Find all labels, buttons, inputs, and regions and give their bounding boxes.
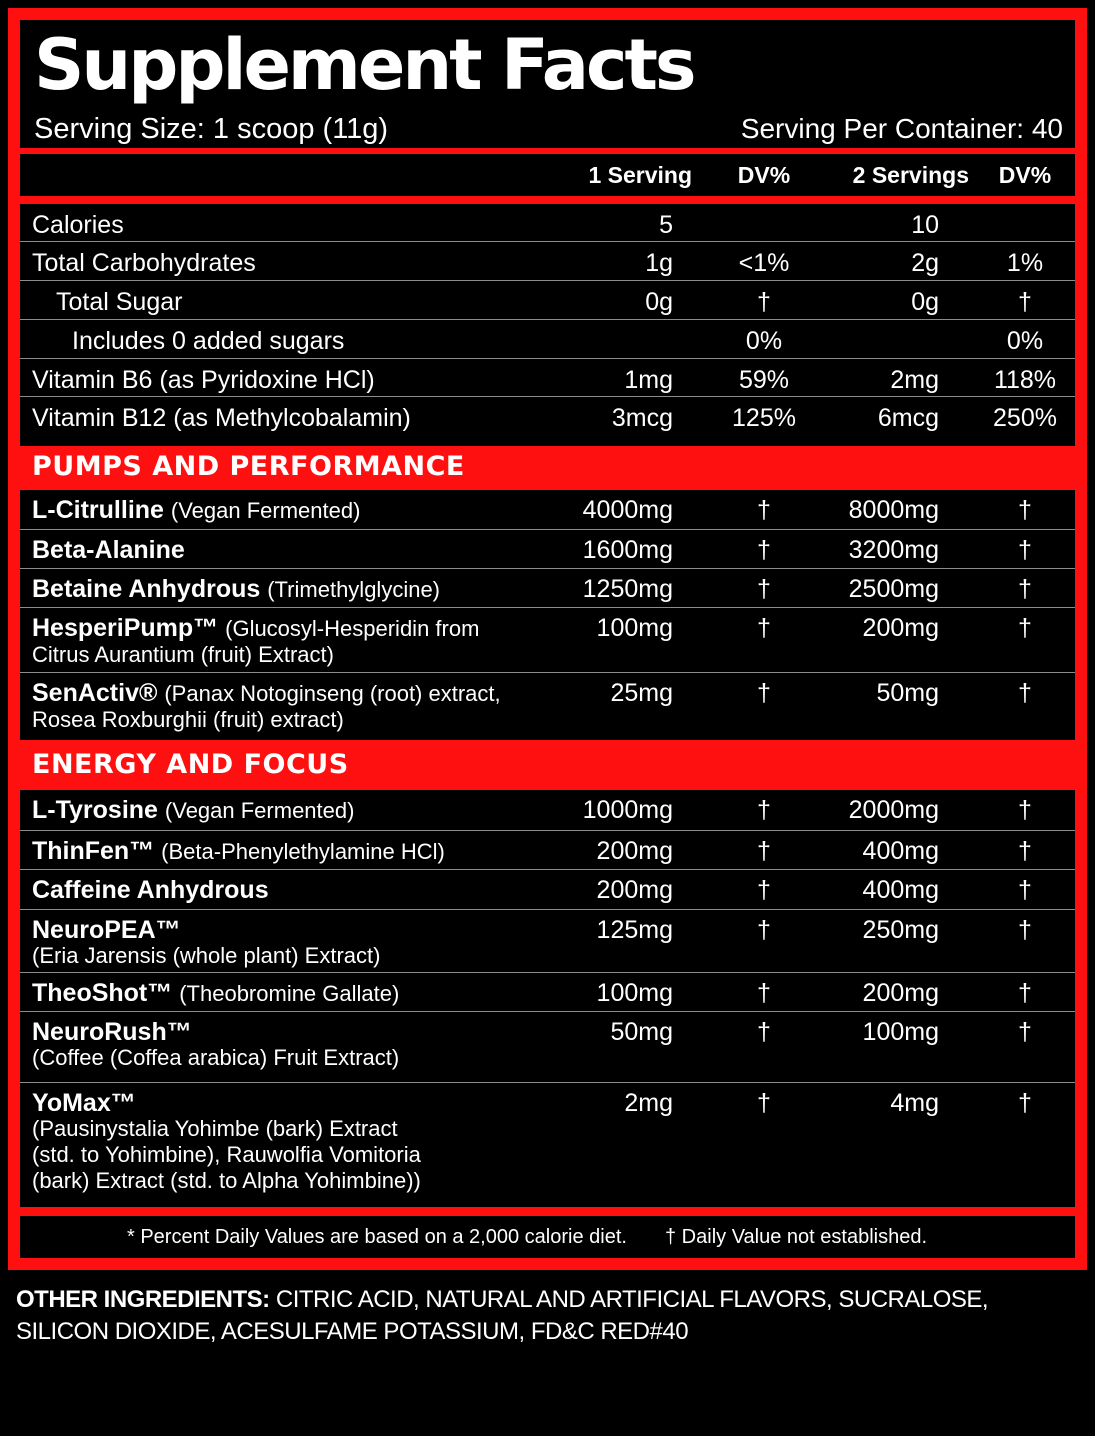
amount-2-servings: 6mcg [877,404,939,432]
dv-2-servings: 118% [993,366,1057,394]
ingredient-name-block [32,797,354,824]
dv-2-servings: † [1018,979,1032,1007]
amount-1-serving: 125mg [596,916,673,944]
ingredient-note: (Theobromine Gallate) [179,981,400,1006]
table-row [20,790,1075,831]
dv-2-servings: † [1018,614,1032,642]
footnote-daily-values: * Percent Daily Values are based on a 2,000 calorie diet. [127,1226,627,1248]
ingredient-note-line: (Pausinystalia Yohimbe (bark) Extract [32,1116,398,1141]
table-row [20,1012,1075,1083]
table-row [20,242,1075,281]
dv-2-servings: † [1018,536,1032,564]
amount-1-serving: 25mg [610,679,673,707]
dv-2-servings: † [1018,876,1032,904]
ingredient-name: ThinFen™ [32,837,155,865]
ingredient-name-block [32,537,185,563]
col-2-servings: 2 Servings [852,162,969,188]
dv-1-serving: 0% [745,327,783,355]
amount-2-servings: 0g [911,288,939,316]
dv-2-servings: † [1018,575,1032,603]
amount-1-serving: 0g [645,288,673,316]
table-row [20,320,1075,359]
title-block [20,20,1075,148]
table-row [20,530,1075,569]
dv-1-serving: † [757,575,771,603]
dv-2-servings: † [1018,796,1032,824]
dv-2-servings: † [1018,679,1032,707]
amount-2-servings: 200mg [862,614,939,642]
dv-2-servings: 250% [993,404,1057,432]
amount-1-serving: 4000mg [582,496,673,524]
ingredient-name: YoMax™ [32,1089,136,1117]
other-ingredients [16,1284,1086,1348]
amount-2-servings: 100mg [862,1018,939,1046]
dv-1-serving: † [757,837,771,865]
table-row [20,359,1075,397]
nutrient-name: Vitamin B12 (as Methylcobalamin) [32,404,411,432]
ingredient-note: (Trimethylglycine) [267,577,441,602]
dv-1-serving: † [757,1089,771,1117]
col-1-serving: 1 Serving [588,162,692,188]
ingredient-name-block [32,497,360,524]
ingredient-name-block [32,615,479,668]
supplement-facts-panel [8,8,1087,1270]
amount-1-serving: 1250mg [582,575,673,603]
table-row [20,490,1075,530]
amount-1-serving: 2mg [624,1089,673,1117]
nutrient-name: Calories [32,211,124,239]
ingredient-name-block [32,1090,421,1194]
table-row [20,608,1075,673]
nutrient-name: Total Carbohydrates [32,249,256,277]
table-row [20,910,1075,973]
ingredient-name-block [32,917,380,969]
section-title-energy: ENERGY AND FOCUS [32,749,349,780]
ingredient-name: L-Tyrosine [32,796,158,824]
amount-1-serving: 1000mg [582,796,673,824]
dv-1-serving: † [757,916,771,944]
other-ingredients-label: OTHER INGREDIENTS: [16,1286,270,1313]
other-ingredients-list: CITRIC ACID, NATURAL AND ARTIFICIAL FLAVORS, SUCRALOSE, SILICON DIOXIDE, ACESULFAME POTASSIUM, FD&C RED#40 [16,1286,989,1345]
ingredient-name: TheoShot™ [32,979,173,1007]
nutrient-name: Vitamin B6 (as Pyridoxine HCl) [32,366,375,394]
nutrient-name: Includes 0 added sugars [72,327,345,355]
ingredient-name-block [32,1019,399,1071]
amount-2-servings: 200mg [862,979,939,1007]
dv-2-servings: † [1018,837,1032,865]
footnote-dagger: † Daily Value not established. [665,1226,928,1248]
dv-2-servings: † [1018,1018,1032,1046]
footnote-row [20,1216,1075,1258]
ingredient-note-line: Citrus Aurantium (fruit) Extract) [32,642,334,667]
table-row [20,569,1075,608]
ingredient-note-line: (Eria Jarensis (whole plant) Extract) [32,943,381,968]
ingredient-name-block [32,838,445,865]
table-row [20,204,1075,242]
dv-1-serving: † [757,288,771,316]
ingredient-name: Betaine Anhydrous [32,575,261,603]
amount-1-serving: 100mg [596,979,673,1007]
dv-1-serving: 125% [732,404,796,432]
amount-2-servings: 2000mg [848,796,939,824]
dv-1-serving: † [757,679,771,707]
nutrient-name: Total Sugar [56,288,183,316]
amount-1-serving: 1g [645,249,673,277]
ingredient-name: NeuroRush™ [32,1018,192,1046]
amount-2-servings: 3200mg [848,536,939,564]
dv-2-servings: † [1018,288,1032,316]
servings-per-container: Serving Per Container: 40 [740,113,1063,144]
pumps-performance-table [20,490,1075,740]
dv-2-servings: † [1018,1089,1032,1117]
dv-2-servings: 1% [1006,249,1044,277]
dv-1-serving: <1% [738,249,790,277]
ingredient-note: (Beta-Phenylethylamine HCl) [161,839,445,864]
amount-2-servings: 250mg [862,916,939,944]
table-row [20,973,1075,1012]
amount-2-servings: 2500mg [848,575,939,603]
table-row [20,1083,1075,1207]
ingredient-note: (Vegan Fermented) [164,798,355,823]
ingredient-name-block [32,980,399,1007]
amount-2-servings: 50mg [876,679,939,707]
ingredient-note: (Panax Notoginseng (root) extract, [164,681,501,706]
ingredient-name: L-Citrulline [32,496,164,524]
basic-nutrients-table [20,204,1075,446]
amount-1-serving: 1600mg [582,536,673,564]
amount-2-servings: 2g [911,249,939,277]
table-row [20,673,1075,740]
dv-1-serving: † [757,876,771,904]
amount-2-servings: 10 [911,211,939,239]
amount-2-servings: 400mg [862,837,939,865]
section-title-pumps: PUMPS AND PERFORMANCE [32,451,465,482]
amount-1-serving: 1mg [624,366,673,394]
dv-2-servings: † [1018,496,1032,524]
energy-focus-table [20,790,1075,1207]
dv-1-serving: † [757,536,771,564]
ingredient-name-block [32,576,440,603]
ingredient-name: SenActiv® [32,679,158,707]
dv-2-servings: † [1018,916,1032,944]
ingredient-name-block [32,680,501,733]
serving-size: Serving Size: 1 scoop (11g) [34,113,389,145]
dv-2-servings: 0% [1006,327,1044,355]
dv-1-serving: † [757,496,771,524]
amount-2-servings: 400mg [862,876,939,904]
dv-1-serving: † [757,1018,771,1046]
ingredient-note-line: (bark) Extract (std. to Alpha Yohimbine)) [32,1168,421,1193]
ingredient-name: NeuroPEA™ [32,916,181,944]
ingredient-name: Caffeine Anhydrous [32,876,269,904]
dv-1-serving: † [757,614,771,642]
amount-2-servings: 8000mg [848,496,939,524]
ingredient-note-line: (std. to Yohimbine), Rauwolfia Vomitoria [32,1142,421,1167]
table-row [20,870,1075,910]
dv-1-serving: † [757,796,771,824]
dv-1-serving: † [757,979,771,1007]
amount-2-servings: 4mg [890,1089,939,1117]
ingredient-note: (Vegan Fermented) [170,498,361,523]
column-header-row [20,154,1075,196]
ingredient-name: HesperiPump™ [32,614,219,642]
amount-1-serving: 200mg [596,876,673,904]
amount-1-serving: 5 [659,211,673,239]
ingredient-name: Beta-Alanine [32,536,185,564]
table-row [20,831,1075,870]
col-dv-2: DV% [998,162,1052,188]
amount-2-servings: 2mg [890,366,939,394]
amount-1-serving: 3mcg [611,404,673,432]
col-dv-1: DV% [737,162,791,188]
amount-1-serving: 200mg [596,837,673,865]
ingredient-note-line: (Coffee (Coffea arabica) Fruit Extract) [32,1045,400,1070]
amount-1-serving: 100mg [596,614,673,642]
panel-title: Supplement Facts [34,24,694,106]
ingredient-name-block [32,877,269,903]
dv-1-serving: 59% [738,366,790,394]
ingredient-note-line: Rosea Roxburghii (fruit) extract) [32,707,344,732]
table-row [20,397,1075,436]
amount-1-serving: 50mg [610,1018,673,1046]
ingredient-note: (Glucosyl-Hesperidin from [225,616,480,641]
table-row [20,281,1075,320]
